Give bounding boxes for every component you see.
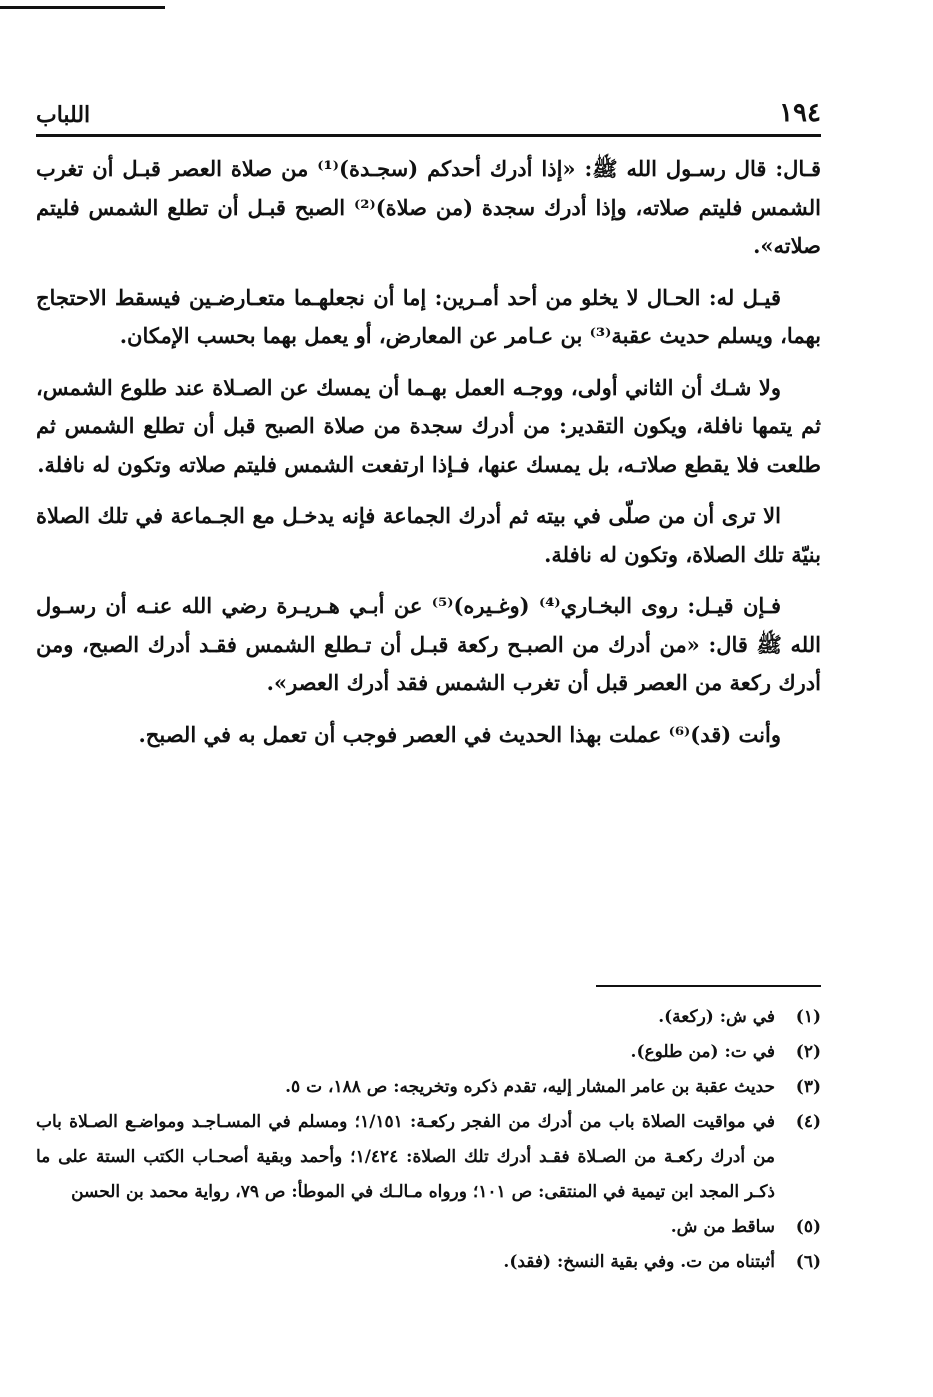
- book-title: اللباب: [36, 102, 91, 128]
- footnote-item: [36, 1035, 821, 1070]
- footnote-separator: [596, 985, 821, 987]
- paragraph: فـإن قيـل: روى البخـاري⁽⁴⁾ (وغـيره)⁽⁵⁾ عن أبـي هـريـرة رضي الله عنـه أن رسـول الله ﷺ قال: «من أدرك من الصبـح ركعة قبـل أن تـطلع الشمس فقـد أدرك الصبح، ومن أدرك ركعة من العصر قبل أن تغرب الشمس فقد أدرك العصر».: [36, 593, 821, 695]
- footnote-number: (٤): [795, 1112, 821, 1132]
- footnote-number: (٢): [795, 1042, 821, 1062]
- footnote-text: في ت: (من طلوع).: [630, 1042, 775, 1062]
- footnote-number: (١): [795, 1007, 821, 1027]
- footnote-item: [36, 1210, 821, 1245]
- top-edge-rule: [0, 6, 165, 9]
- main-text: [36, 150, 821, 767]
- footnote-item: [36, 1070, 821, 1105]
- header-rule: [36, 134, 821, 137]
- paragraph: الا ترى أن من صلّى في بيته ثم أدرك الجماعة فإنه يدخـل مع الجـماعة في تلك الصلاة بنيّة تلك الصلاة، وتكون له نافلة.: [36, 503, 821, 567]
- paragraph: وأنت (قد)⁽⁶⁾ عملت بهذا الحديث في العصر فوجب أن تعمل به في الصبح.: [138, 721, 781, 747]
- footnote-number: (٥): [795, 1217, 821, 1237]
- footnote-item: [36, 1245, 821, 1280]
- paragraph: قيـل له: الحـال لا يخلو من أحد أمـرين: إما أن نجعلهـما متعـارضـين فيسقط الاحتجاج بهما، ويسلم حديث عقبة⁽³⁾ بن عـامر عن المعارض، أو يعمل بهما بحسب الإمكان.: [36, 284, 821, 348]
- footnote-item: [36, 1000, 821, 1035]
- footnote-number: (٣): [795, 1077, 821, 1097]
- page-number: ١٩٤: [779, 98, 821, 128]
- footnote-text: حديث عقبة بن عامر المشار إليه، تقدم ذكره وتخريجه: ص ١٨٨، ت ٥.: [285, 1077, 775, 1097]
- paragraph: ولا شـك أن الثاني أولى، ووجـه العمل بهـما أن يمسك عن الصـلاة عند طلوع الشمس، ثم يتمها نافلة، ويكون التقدير: من أدرك سجدة من صلاة الصبح قبل أن تطلع الشمس ثم طلعت فلا يقطع صلاتـه، بل يمسك عنها، فـإذا ارتفعت الشمس فليتم صلاته وتكون له نافلة.: [36, 374, 821, 477]
- footnote-text: أثبتناه من ت. وفي بقية النسخ: (فقد).: [503, 1252, 775, 1272]
- footnote-number: (٦): [795, 1252, 821, 1272]
- footnote-item: [36, 1105, 821, 1210]
- paragraph: قـال: قال رسـول الله ﷺ: «إذا أدرك أحدكم (سجـدة)⁽¹⁾ من صلاة العصر قبـل أن تغرب الشمس فليتم صلاته، وإذا أدرك سجدة (من صلاة)⁽²⁾ الصبح قبـل أن تطلع الشمس فليتم صلاته».: [36, 156, 821, 258]
- footnote-text: ساقط من ش.: [670, 1217, 775, 1237]
- footnotes: [36, 1000, 821, 1280]
- page-header: [36, 88, 821, 128]
- footnote-text: في ش: (ركعة).: [658, 1007, 775, 1027]
- footnote-text: في مواقيت الصلاة باب من أدرك من الفجر ركعـة: ١/١٥١؛ ومسلم في المسـاجـد ومواضـع الصـلاة باب من أدرك ركعـة من الصـلاة فقـد أدرك تلك الصلاة: ١/٤٢٤؛ وأحمد وبقية أصحـاب الكتب الستة على ما ذكـر المجد ابن تيمية في المنتقى: ص ١٠١؛ ورواه مـالـك في الموطأ: ص ٧٩، رواية محمد بن الحسن: [36, 1112, 775, 1202]
